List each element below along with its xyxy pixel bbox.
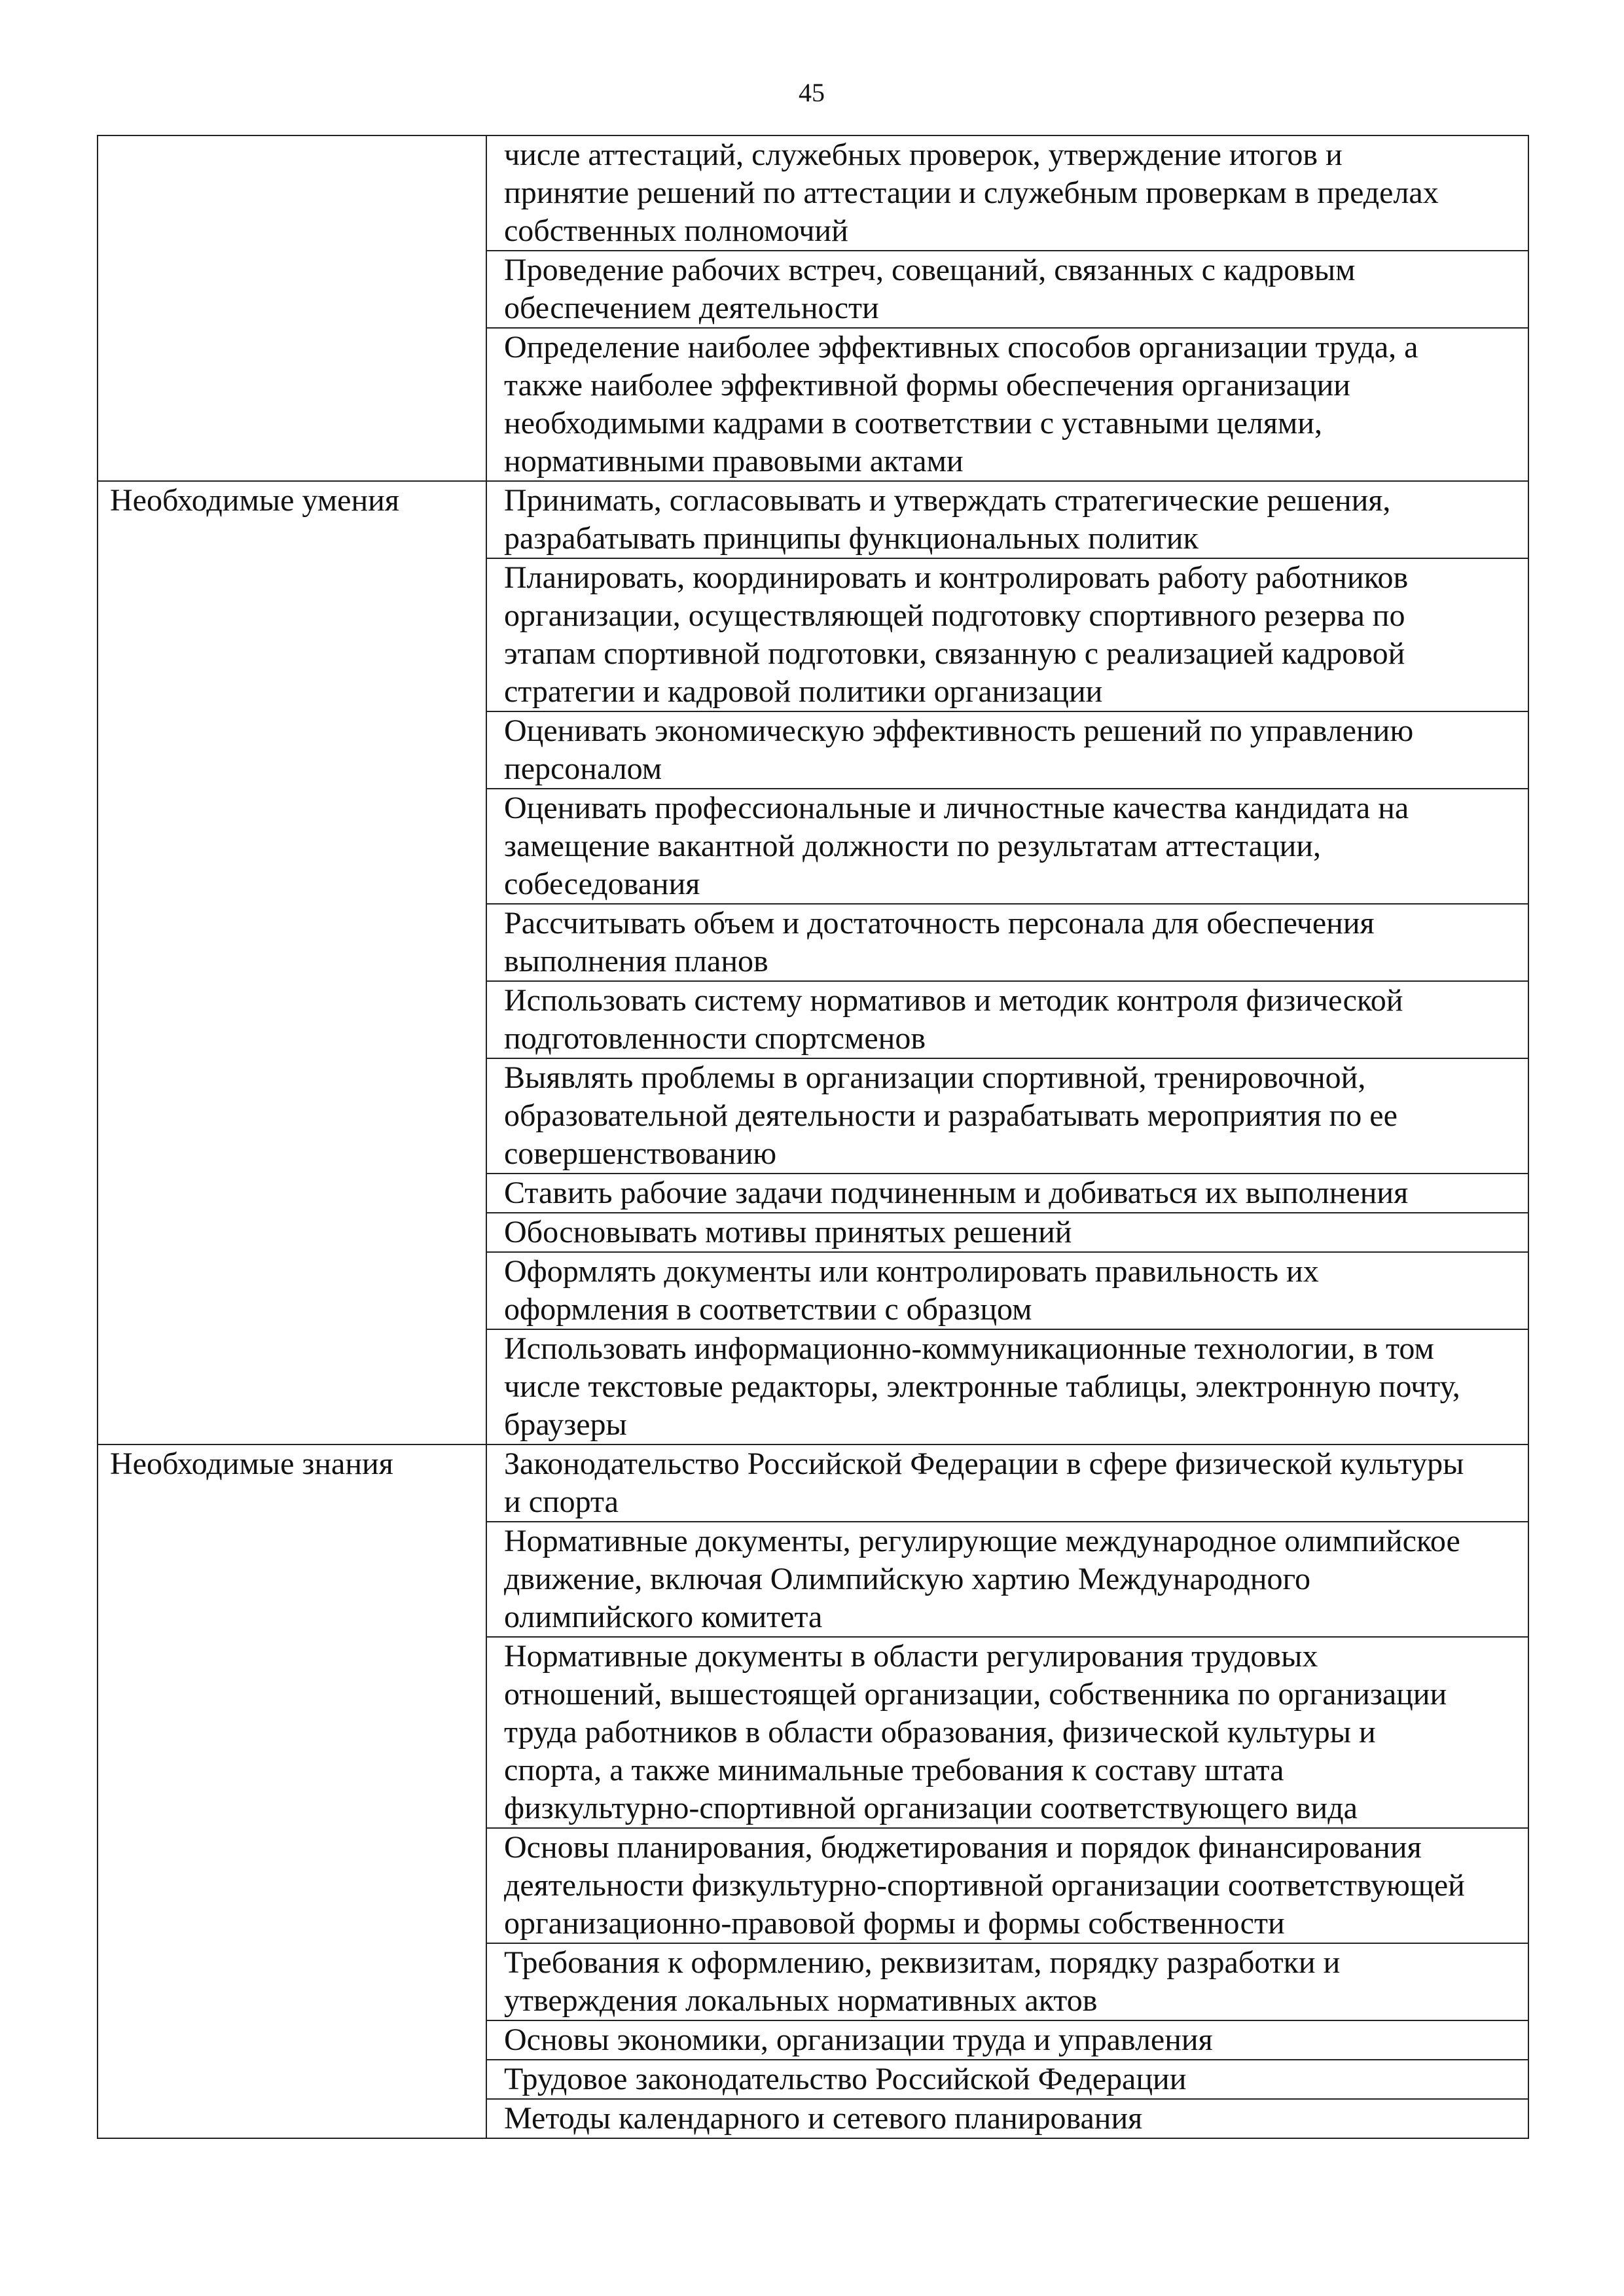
requirement-item: Использовать информационно-коммуникационные технологии, в том числе текстовые редакторы, электронные таблицы, электронную почту, браузеры bbox=[486, 1329, 1528, 1444]
table-body bbox=[98, 135, 1528, 2138]
table-row bbox=[98, 135, 1528, 251]
requirement-item: Нормативные документы в области регулирования трудовых отношений, вышестоящей организации, собственника по организации труда работников в области образования, физической культуры и спорта, а также минимальные требования к составу штата физкультурно-спортивной организации соответствующего вида bbox=[486, 1637, 1528, 1828]
requirement-item: Оценивать экономическую эффективность решений по управлению персоналом bbox=[486, 711, 1528, 789]
requirement-item: Нормативные документы, регулирующие международное олимпийское движение, включая Олимпийскую хартию Международного олимпийского комитета bbox=[486, 1522, 1528, 1637]
section-label: Необходимые умения bbox=[98, 481, 486, 1444]
requirement-item: Методы календарного и сетевого планирования bbox=[486, 2099, 1528, 2138]
requirement-item: Планировать, координировать и контролировать работу работников организации, осуществляющей подготовку спортивного резерва по этапам спортивной подготовки, связанную с реализацией кадровой стратегии и кадровой политики организации bbox=[486, 558, 1528, 711]
section-label bbox=[98, 135, 486, 481]
requirement-item: Принимать, согласовывать и утверждать стратегические решения, разрабатывать принципы функциональных политик bbox=[486, 481, 1528, 558]
requirement-item: Оценивать профессиональные и личностные качества кандидата на замещение вакантной должности по результатам аттестации, собеседования bbox=[486, 789, 1528, 904]
requirement-item: Оформлять документы или контролировать правильность их оформления в соответствии с образцом bbox=[486, 1252, 1528, 1329]
page-number: 45 bbox=[799, 78, 825, 107]
requirement-item: Ставить рабочие задачи подчиненным и добиваться их выполнения bbox=[486, 1174, 1528, 1213]
table-row bbox=[98, 1444, 1528, 1522]
requirement-item: Рассчитывать объем и достаточность персонала для обеспечения выполнения планов bbox=[486, 904, 1528, 981]
requirement-item: Определение наиболее эффективных способов организации труда, а также наиболее эффективной формы обеспечения организации необходимыми кадрами в соответствии с уставными целями, нормативными правовыми актами bbox=[486, 328, 1528, 481]
requirement-item: Основы планирования, бюджетирования и порядок финансирования деятельности физкультурно-спортивной организации соответствующей организационно-правовой формы и формы собственности bbox=[486, 1828, 1528, 1943]
requirement-item: Использовать систему нормативов и методик контроля физической подготовленности спортсменов bbox=[486, 981, 1528, 1058]
requirement-item: Законодательство Российской Федерации в сфере физической культуры и спорта bbox=[486, 1444, 1528, 1522]
section-label: Необходимые знания bbox=[98, 1444, 486, 2138]
requirements-table bbox=[97, 135, 1529, 2139]
requirement-item: числе аттестаций, служебных проверок, утверждение итогов и принятие решений по аттестации и служебным проверкам в пределах собственных полномочий bbox=[486, 135, 1528, 251]
requirement-item: Основы экономики, организации труда и управления bbox=[486, 2020, 1528, 2060]
requirement-item: Обосновывать мотивы принятых решений bbox=[486, 1213, 1528, 1252]
requirement-item: Выявлять проблемы в организации спортивной, тренировочной, образовательной деятельности и разрабатывать мероприятия по ее совершенствованию bbox=[486, 1058, 1528, 1174]
table-row bbox=[98, 481, 1528, 558]
requirement-item: Проведение рабочих встреч, совещаний, связанных с кадровым обеспечением деятельности bbox=[486, 251, 1528, 328]
requirement-item: Требования к оформлению, реквизитам, порядку разработки и утверждения локальных нормативных актов bbox=[486, 1943, 1528, 2020]
requirement-item: Трудовое законодательство Российской Федерации bbox=[486, 2060, 1528, 2099]
